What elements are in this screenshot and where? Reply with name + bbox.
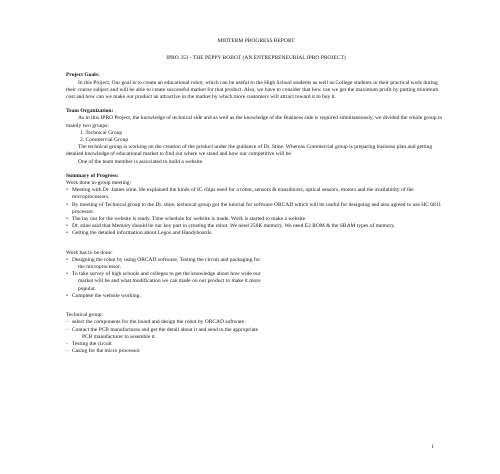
tech-heading: Technical group: xyxy=(66,312,104,319)
report-title: MIDTERM PROGRESS REPORT xyxy=(217,38,295,44)
list-item: - select the components for the board and design the robot by ORCAD software xyxy=(66,319,446,326)
list-item: - Contact the PCB manufactures and get the detail about it and send to the appropriate PCB manufacturer to assemble it. xyxy=(66,327,446,341)
todo-heading: Work has to be done: xyxy=(66,249,113,256)
goals-text: In this Project, Our goal is to create an educational robot, which can be useful to the High School students as well as College students in their practical work during their course subject and will be able to create successful market for that product. Also, we have to consider that how can we get the maximum profit by putting minimum cost and how can we make our product an attractive in the market by which more customers will attract toward it to buy it. xyxy=(66,79,439,101)
list-item: • To take survey of high schools and colleges to get the knowledge about how wide our market will be and what modification we can made on our product to make it more popular. xyxy=(66,271,446,293)
todo-list xyxy=(66,257,446,300)
summary-heading: Summary of Progress: xyxy=(66,172,119,179)
report-subtitle: IPRO 353 - THE PEPPY ROBOT (AN ENTREPRENEURIAL IPRO PROJECT) xyxy=(166,55,346,62)
list-item: • Dr. stine said that Memory should be our key part in creating the robot. We need 256K memory. We need E2 ROM & the SRAM types of memory. xyxy=(66,223,446,230)
org-intro: As in this IPRO Project, the knowledge of technical side and as well as the knowledge of the Business side is required simultaneously, we divided the whole group in mainly two groups: xyxy=(66,115,443,129)
org-heading: Team Organization: xyxy=(66,108,114,115)
list-item: • By meeting of Technical group to the Dr. stine, technical group got the tutorial for software ORCAD which will be useful for designing and also agreed to use HC 6811 processor. xyxy=(66,202,446,216)
group-item: 1. Technical Group xyxy=(80,129,123,136)
list-item: - Testing the circuit xyxy=(66,341,446,348)
group-list xyxy=(66,130,446,144)
list-item: • Getting the detailed information about Legos and Handyboards. xyxy=(66,230,446,237)
summary-sub: Work done in-group meeting: xyxy=(66,180,132,187)
list-item: • Meeting with Dr. James stine. He explained the kinds of IC chips need for a robot, sensors & transducers, optical sensors, motors and the availability of the microprocessors. xyxy=(66,187,446,201)
goals-heading: Project Goals: xyxy=(66,72,100,79)
list-item: • Complete the website working. xyxy=(66,293,446,300)
list-item: • The lay out for the website is ready. Time schedule for website is made. Work is started to make a website. xyxy=(66,216,446,223)
page-number: 1 xyxy=(431,444,434,450)
org-para1: The technical group is working on the creation of the product under the guidance of Dr. Stine. Whereas Commercial group is preparing business plan and getting detailed knowledge of educational market to find out where we stand and how our competitive will be. xyxy=(66,144,433,158)
tech-list xyxy=(66,319,446,355)
org-para2: One of the team member is associated to build a website. xyxy=(78,158,204,165)
list-item: • Designing the robot by using ORCAD software, Testing the circuit and packaging for the microprocessor. xyxy=(66,257,446,271)
summary-list xyxy=(66,187,446,237)
document-body xyxy=(66,38,446,355)
group-item: 2. Commercial Group xyxy=(80,137,129,144)
list-item: - Casing for the micro processor xyxy=(66,348,446,355)
